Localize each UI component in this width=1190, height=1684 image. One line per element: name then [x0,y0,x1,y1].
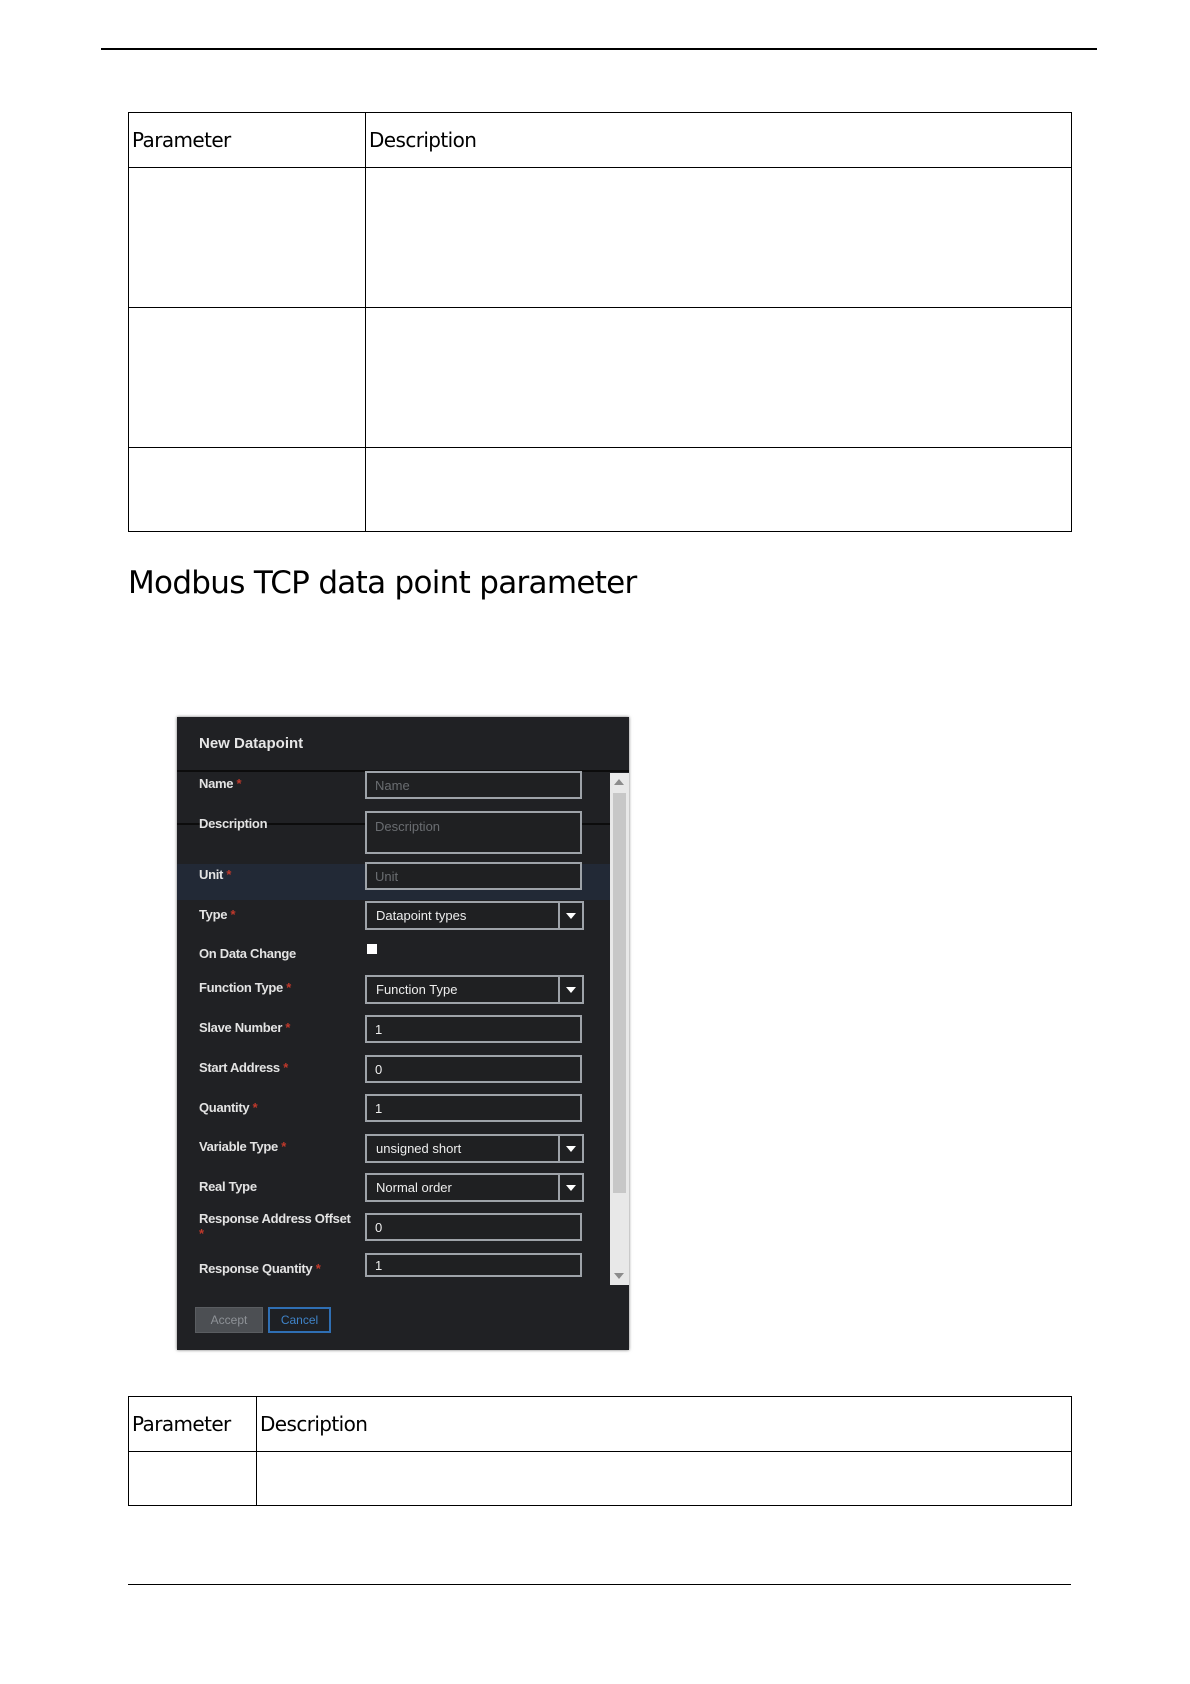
required-mark: * [226,867,232,882]
start-address-input[interactable] [365,1055,582,1083]
variable-type-select[interactable] [365,1134,584,1163]
required-mark: * [315,1261,321,1276]
column-header-description: Description [257,1397,1072,1452]
section-heading: Modbus TCP data point parameter [128,565,637,601]
table-row [129,308,1072,448]
footer-rule [128,1584,1071,1585]
response-address-offset-input[interactable] [365,1213,582,1241]
chevron-down-icon[interactable] [558,977,582,1002]
type-label: Type * [199,907,236,922]
required-mark: * [252,1100,258,1115]
on-data-change-checkbox[interactable] [367,944,377,954]
slave-number-label: Slave Number * [199,1020,291,1035]
column-header-parameter: Parameter [129,1397,257,1452]
required-mark: * [236,776,242,791]
chevron-down-icon[interactable] [558,1136,582,1161]
description-input[interactable] [365,811,582,854]
scroll-up-icon[interactable] [614,779,624,785]
real-type-select[interactable] [365,1173,584,1202]
chevron-down-icon[interactable] [558,903,582,928]
response-quantity-input[interactable] [365,1253,582,1277]
function-type-select[interactable] [365,975,584,1004]
function-type-select-value: Function Type [376,982,458,997]
function-type-label: Function Type * [199,980,292,995]
slave-number-input[interactable] [365,1015,582,1043]
table-cell [366,448,1072,532]
table-cell [366,308,1072,448]
table-row [129,1452,1072,1506]
name-label: Name * [199,776,242,791]
real-type-label: Real Type [199,1179,257,1194]
table-cell [129,448,366,532]
column-header-parameter: Parameter [129,113,366,168]
type-select-value: Datapoint types [376,908,467,923]
quantity-input[interactable] [365,1094,582,1122]
on-data-change-label: On Data Change [199,946,296,961]
variable-type-select-value: unsigned short [376,1141,462,1156]
quantity-label: Quantity * [199,1100,258,1115]
scrollbar-thumb[interactable] [613,793,626,1193]
new-datapoint-dialog [177,717,629,1350]
required-mark: * [286,980,292,995]
accept-button[interactable]: Accept [195,1307,263,1333]
table-row [129,168,1072,308]
required-mark: * [199,1226,204,1241]
dialog-scrollbar[interactable] [610,773,629,1285]
type-select[interactable] [365,901,584,930]
table-header-row [129,113,1072,168]
parameter-table-1 [128,112,1072,532]
response-quantity-label: Response Quantity * [199,1261,321,1276]
parameter-table-2 [128,1396,1072,1506]
unit-label: Unit * [199,867,232,882]
table-header-row [129,1397,1072,1452]
required-mark: * [281,1139,287,1154]
description-label: Description [199,816,268,831]
column-header-description: Description [366,113,1072,168]
header-rule [101,48,1097,50]
chevron-down-icon[interactable] [558,1175,582,1200]
dialog-title: New Datapoint [199,735,304,752]
required-mark: * [283,1060,288,1075]
required-mark: * [285,1020,291,1035]
table-cell [129,168,366,308]
variable-type-label: Variable Type * [199,1139,287,1154]
real-type-select-value: Normal order [376,1180,452,1195]
unit-input[interactable] [365,862,582,890]
table-cell [129,308,366,448]
response-address-offset-label: Response Address Offset * [199,1211,351,1241]
required-mark: * [230,907,236,922]
scroll-down-icon[interactable] [614,1273,624,1279]
table-row [129,448,1072,532]
name-input[interactable] [365,771,582,799]
start-address-label: Start Address * [199,1060,288,1075]
cancel-button[interactable]: Cancel [268,1307,331,1333]
table-cell [257,1452,1072,1506]
table-cell [366,168,1072,308]
table-cell [129,1452,257,1506]
